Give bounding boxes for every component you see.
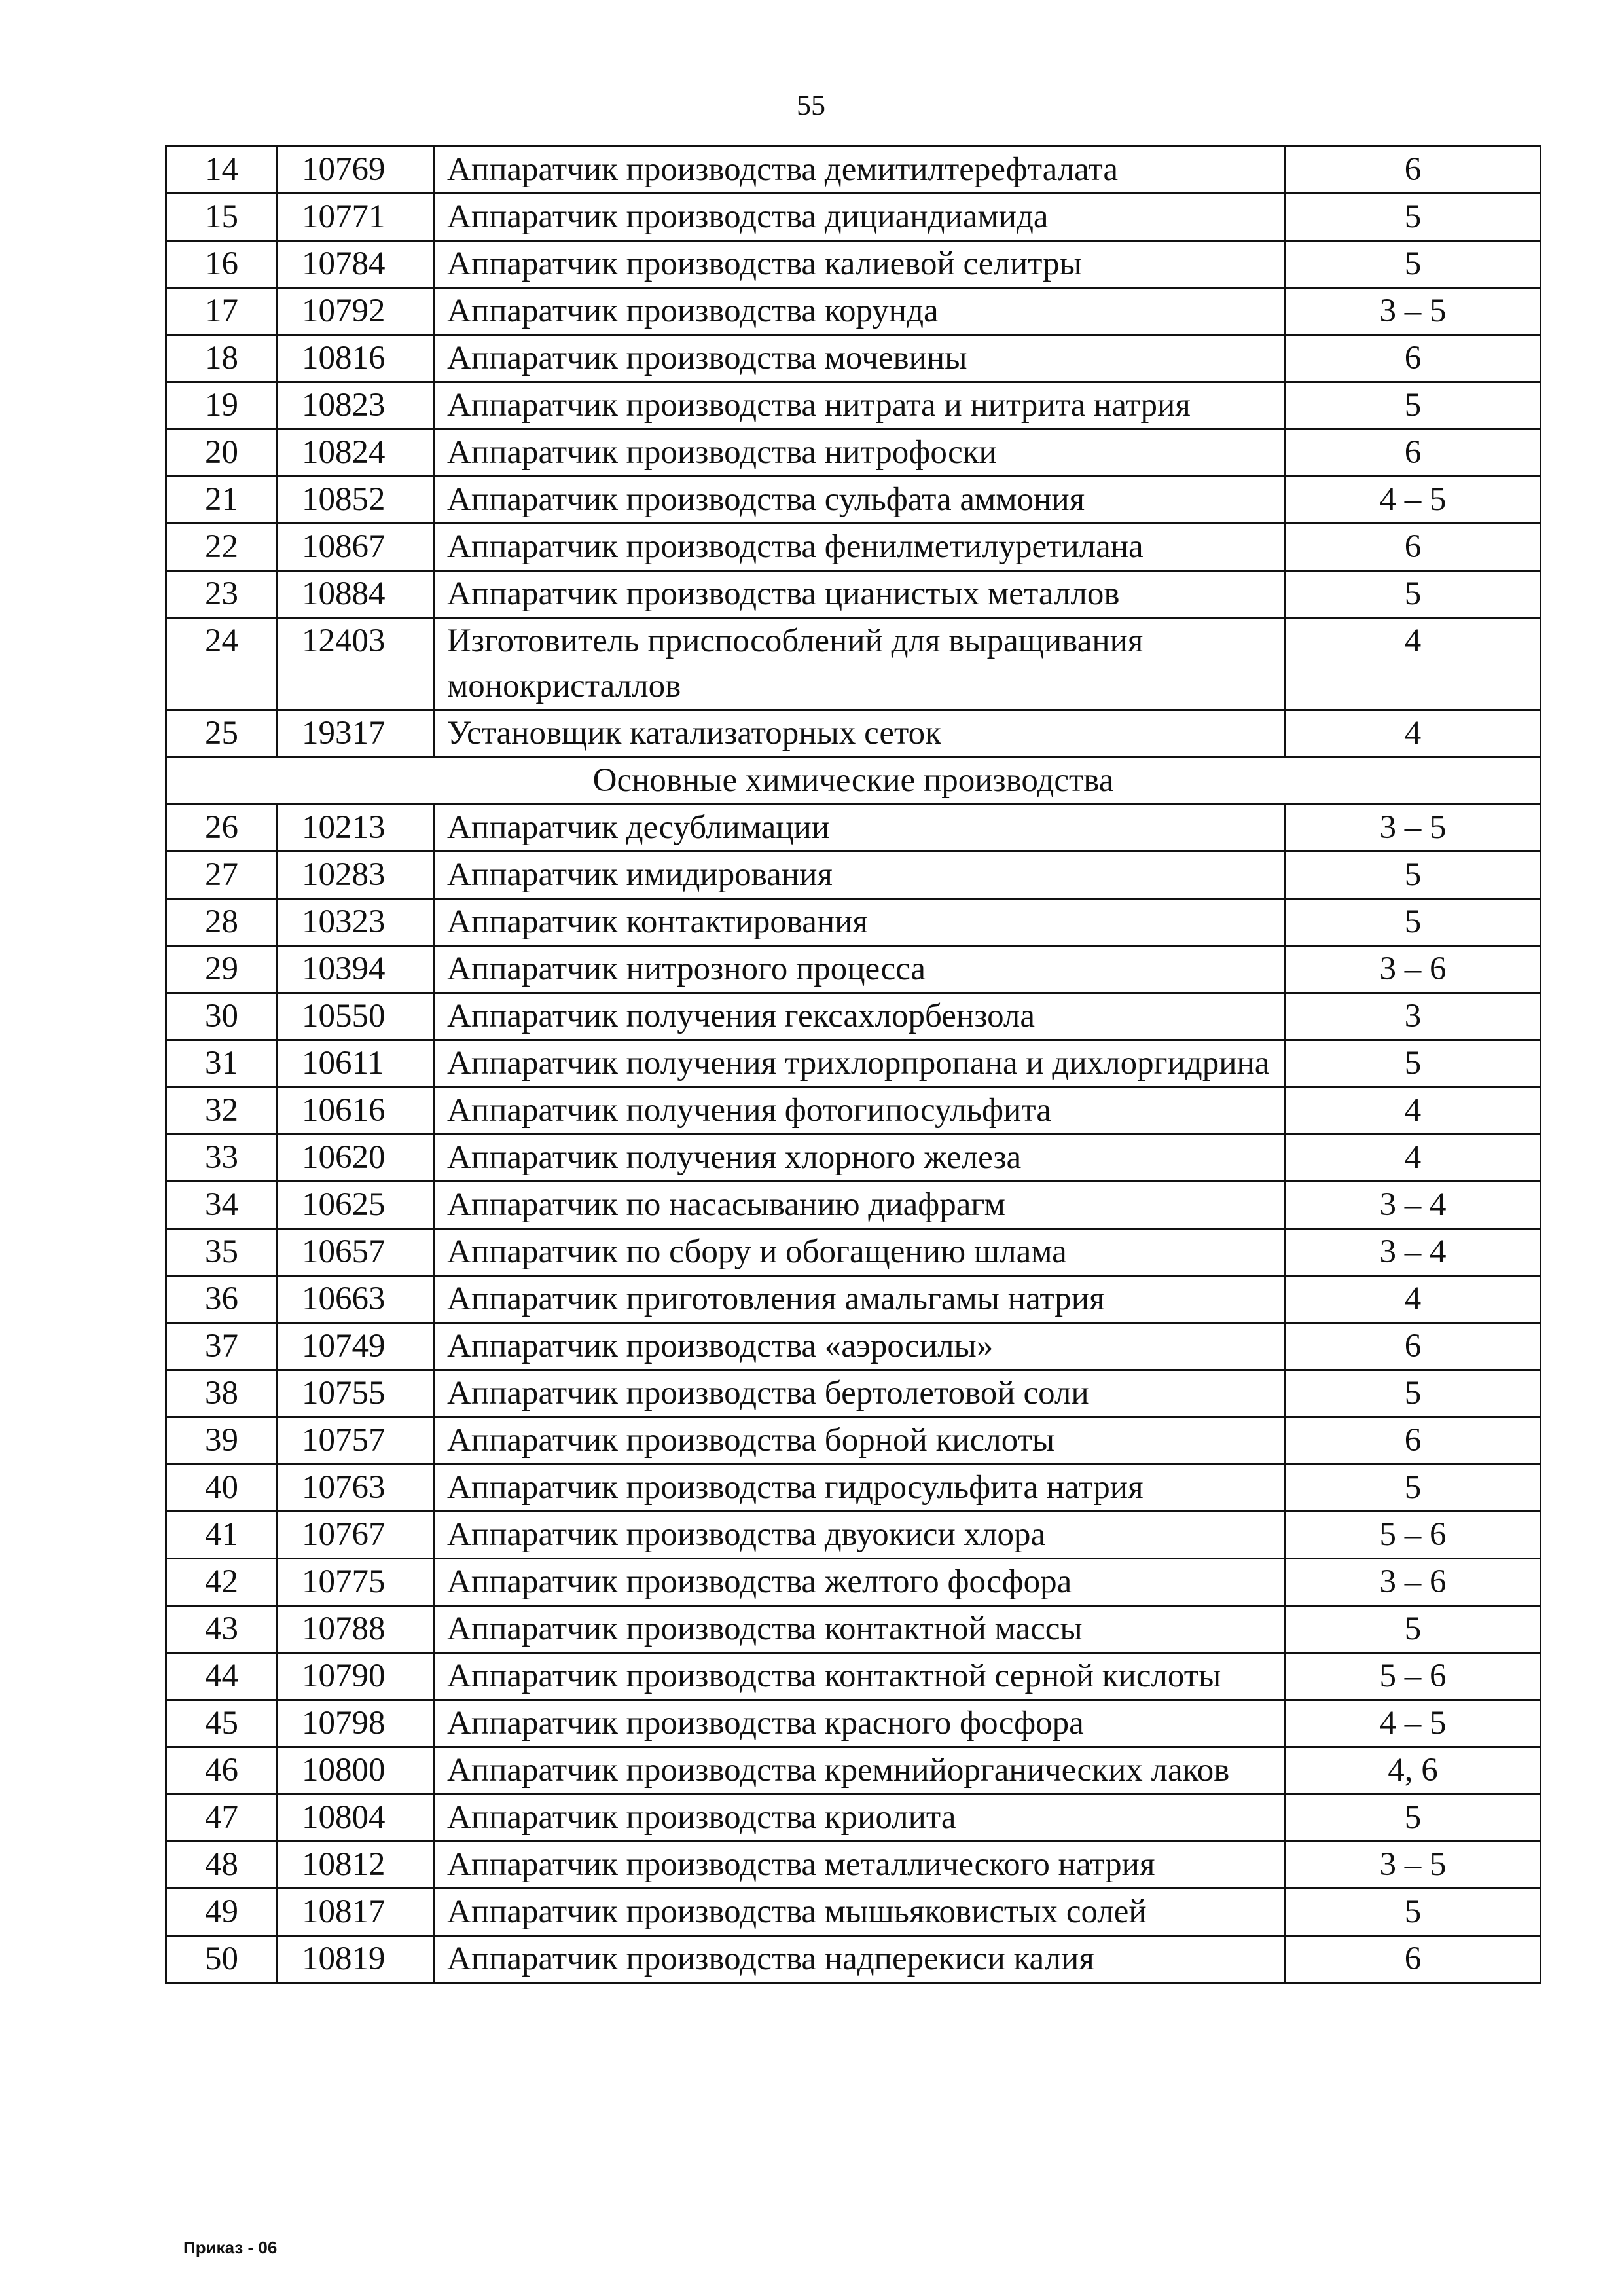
row-code: 10663 — [278, 1276, 435, 1323]
profession-table — [165, 145, 1541, 1984]
row-number: 44 — [166, 1653, 278, 1700]
row-number: 21 — [166, 477, 278, 524]
table-section-main-chemical — [166, 805, 1541, 1983]
row-title: Аппаратчик по сбору и обогащению шлама — [435, 1229, 1286, 1276]
row-title: Аппаратчик производства демитилтерефталата — [435, 147, 1286, 194]
row-grade: 5 – 6 — [1286, 1512, 1541, 1559]
row-title: Аппаратчик производства дициандиамида — [435, 194, 1286, 241]
row-title: Аппаратчик производства мочевины — [435, 335, 1286, 382]
table-row — [166, 1653, 1541, 1700]
table-row — [166, 852, 1541, 899]
row-code: 10657 — [278, 1229, 435, 1276]
row-number: 47 — [166, 1795, 278, 1842]
row-grade: 6 — [1286, 147, 1541, 194]
row-code: 10323 — [278, 899, 435, 946]
table-row — [166, 1465, 1541, 1512]
row-grade: 4 – 5 — [1286, 1700, 1541, 1747]
row-title: Аппаратчик производства металлического натрия — [435, 1842, 1286, 1889]
row-number: 24 — [166, 618, 278, 710]
row-title: Аппаратчик производства контактной серной кислоты — [435, 1653, 1286, 1700]
row-number: 16 — [166, 241, 278, 288]
row-title: Аппаратчик получения хлорного железа — [435, 1135, 1286, 1182]
row-code: 10852 — [278, 477, 435, 524]
row-code: 10824 — [278, 429, 435, 477]
table-row — [166, 335, 1541, 382]
row-code: 10817 — [278, 1889, 435, 1936]
row-grade: 4 — [1286, 710, 1541, 757]
row-grade: 5 — [1286, 382, 1541, 429]
table-row — [166, 1323, 1541, 1370]
row-number: 14 — [166, 147, 278, 194]
table-row — [166, 288, 1541, 335]
row-code: 10804 — [278, 1795, 435, 1842]
row-number: 32 — [166, 1087, 278, 1135]
table-section-general — [166, 147, 1541, 757]
row-title: Аппаратчик по насасыванию диафрагм — [435, 1182, 1286, 1229]
row-code: 10867 — [278, 524, 435, 571]
row-number: 34 — [166, 1182, 278, 1229]
row-grade: 6 — [1286, 429, 1541, 477]
section-header-row — [166, 757, 1541, 805]
row-grade: 3 – 5 — [1286, 288, 1541, 335]
row-number: 46 — [166, 1747, 278, 1795]
row-code: 10550 — [278, 993, 435, 1040]
table-row — [166, 1276, 1541, 1323]
row-title: Аппаратчик производства сульфата аммония — [435, 477, 1286, 524]
table-row — [166, 1135, 1541, 1182]
row-grade: 3 – 5 — [1286, 1842, 1541, 1889]
row-title: Аппаратчик производства цианистых металлов — [435, 571, 1286, 618]
table-row — [166, 1700, 1541, 1747]
row-code: 10625 — [278, 1182, 435, 1229]
table-row — [166, 1512, 1541, 1559]
row-code: 10771 — [278, 194, 435, 241]
row-title: Аппаратчик производства борной кислоты — [435, 1417, 1286, 1465]
row-grade: 4 — [1286, 1276, 1541, 1323]
row-title: Аппаратчик контактирования — [435, 899, 1286, 946]
row-code: 10749 — [278, 1323, 435, 1370]
row-number: 19 — [166, 382, 278, 429]
table-row — [166, 1417, 1541, 1465]
row-grade: 4, 6 — [1286, 1747, 1541, 1795]
row-code: 10775 — [278, 1559, 435, 1606]
row-number: 36 — [166, 1276, 278, 1323]
row-grade: 5 — [1286, 1606, 1541, 1653]
row-grade: 4 — [1286, 618, 1541, 710]
row-number: 27 — [166, 852, 278, 899]
row-code: 10812 — [278, 1842, 435, 1889]
row-grade: 5 — [1286, 1040, 1541, 1087]
row-code: 10616 — [278, 1087, 435, 1135]
footer-label: Приказ - 06 — [183, 2238, 278, 2257]
row-code: 10800 — [278, 1747, 435, 1795]
row-number: 17 — [166, 288, 278, 335]
row-title: Аппаратчик производства корунда — [435, 288, 1286, 335]
table-row — [166, 710, 1541, 757]
row-title: Аппаратчик производства желтого фосфора — [435, 1559, 1286, 1606]
table-section-header — [166, 757, 1541, 805]
row-title: Аппаратчик производства красного фосфора — [435, 1700, 1286, 1747]
row-code: 10757 — [278, 1417, 435, 1465]
page-number: 55 — [797, 89, 825, 121]
table-row — [166, 1087, 1541, 1135]
row-code: 10792 — [278, 288, 435, 335]
row-code: 10213 — [278, 805, 435, 852]
row-grade: 4 — [1286, 1135, 1541, 1182]
table-row — [166, 946, 1541, 993]
row-title: Аппаратчик получения фотогипосульфита — [435, 1087, 1286, 1135]
row-number: 43 — [166, 1606, 278, 1653]
row-code: 10769 — [278, 147, 435, 194]
row-code: 10798 — [278, 1700, 435, 1747]
table-row — [166, 241, 1541, 288]
table-row — [166, 571, 1541, 618]
table-row — [166, 194, 1541, 241]
row-grade: 5 — [1286, 1889, 1541, 1936]
row-number: 18 — [166, 335, 278, 382]
row-code: 10823 — [278, 382, 435, 429]
row-grade: 5 — [1286, 852, 1541, 899]
row-grade: 5 — [1286, 241, 1541, 288]
table-row — [166, 1747, 1541, 1795]
table-row — [166, 1795, 1541, 1842]
row-number: 48 — [166, 1842, 278, 1889]
row-number: 25 — [166, 710, 278, 757]
table-row — [166, 1842, 1541, 1889]
row-grade: 3 – 4 — [1286, 1182, 1541, 1229]
row-title: Аппаратчик производства гидросульфита натрия — [435, 1465, 1286, 1512]
row-title: Аппаратчик производства надперекиси калия — [435, 1936, 1286, 1983]
table-row — [166, 429, 1541, 477]
row-title: Аппаратчик производства двуокиси хлора — [435, 1512, 1286, 1559]
row-code: 10816 — [278, 335, 435, 382]
table-row — [166, 1936, 1541, 1983]
row-number: 30 — [166, 993, 278, 1040]
table-row — [166, 899, 1541, 946]
row-title: Изготовитель приспособлений для выращивания монокристаллов — [435, 618, 1286, 710]
table-row — [166, 382, 1541, 429]
row-number: 29 — [166, 946, 278, 993]
table-row — [166, 524, 1541, 571]
row-code: 10620 — [278, 1135, 435, 1182]
row-code: 10884 — [278, 571, 435, 618]
row-code: 19317 — [278, 710, 435, 757]
row-code: 10763 — [278, 1465, 435, 1512]
row-number: 41 — [166, 1512, 278, 1559]
row-number: 39 — [166, 1417, 278, 1465]
row-title: Аппаратчик получения гексахлорбензола — [435, 993, 1286, 1040]
row-title: Аппаратчик нитрозного процесса — [435, 946, 1286, 993]
table-row — [166, 1182, 1541, 1229]
row-grade: 4 – 5 — [1286, 477, 1541, 524]
row-number: 28 — [166, 899, 278, 946]
row-number: 26 — [166, 805, 278, 852]
row-grade: 6 — [1286, 1936, 1541, 1983]
table-row — [166, 1889, 1541, 1936]
row-grade: 5 – 6 — [1286, 1653, 1541, 1700]
row-title: Аппаратчик приготовления амальгамы натрия — [435, 1276, 1286, 1323]
row-grade: 6 — [1286, 335, 1541, 382]
row-code: 10819 — [278, 1936, 435, 1983]
row-title: Аппаратчик производства «аэросилы» — [435, 1323, 1286, 1370]
table-row — [166, 1606, 1541, 1653]
row-grade: 3 – 4 — [1286, 1229, 1541, 1276]
row-number: 33 — [166, 1135, 278, 1182]
row-grade: 3 — [1286, 993, 1541, 1040]
row-grade: 5 — [1286, 1370, 1541, 1417]
row-number: 40 — [166, 1465, 278, 1512]
row-number: 37 — [166, 1323, 278, 1370]
row-title: Аппаратчик получения трихлорпропана и дихлоргидрина — [435, 1040, 1286, 1087]
row-code: 10784 — [278, 241, 435, 288]
row-number: 20 — [166, 429, 278, 477]
row-title: Аппаратчик производства кремнийорганических лаков — [435, 1747, 1286, 1795]
row-grade: 5 — [1286, 899, 1541, 946]
table-row — [166, 477, 1541, 524]
row-grade: 5 — [1286, 1465, 1541, 1512]
row-grade: 3 – 5 — [1286, 805, 1541, 852]
row-grade: 6 — [1286, 1323, 1541, 1370]
row-grade: 5 — [1286, 571, 1541, 618]
row-code: 10755 — [278, 1370, 435, 1417]
row-title: Аппаратчик производства криолита — [435, 1795, 1286, 1842]
row-number: 15 — [166, 194, 278, 241]
row-number: 35 — [166, 1229, 278, 1276]
row-code: 10767 — [278, 1512, 435, 1559]
row-number: 42 — [166, 1559, 278, 1606]
table-row — [166, 993, 1541, 1040]
row-grade: 6 — [1286, 524, 1541, 571]
row-number: 22 — [166, 524, 278, 571]
row-grade: 4 — [1286, 1087, 1541, 1135]
row-code: 10394 — [278, 946, 435, 993]
row-number: 49 — [166, 1889, 278, 1936]
row-title: Аппаратчик производства бертолетовой соли — [435, 1370, 1286, 1417]
row-title: Аппаратчик производства мышьяковистых солей — [435, 1889, 1286, 1936]
row-code: 12403 — [278, 618, 435, 710]
table-row — [166, 1040, 1541, 1087]
row-number: 38 — [166, 1370, 278, 1417]
row-title: Аппаратчик производства контактной массы — [435, 1606, 1286, 1653]
row-grade: 5 — [1286, 1795, 1541, 1842]
table-row — [166, 1370, 1541, 1417]
row-number: 50 — [166, 1936, 278, 1983]
table-row — [166, 805, 1541, 852]
row-grade: 6 — [1286, 1417, 1541, 1465]
row-title: Аппаратчик производства калиевой селитры — [435, 241, 1286, 288]
table-row — [166, 1229, 1541, 1276]
row-grade: 3 – 6 — [1286, 1559, 1541, 1606]
table-row — [166, 618, 1541, 710]
row-title: Аппаратчик производства нитрата и нитрита натрия — [435, 382, 1286, 429]
row-grade: 5 — [1286, 194, 1541, 241]
table-row — [166, 1559, 1541, 1606]
section-title: Основные химические производства — [166, 757, 1541, 805]
row-number: 23 — [166, 571, 278, 618]
row-title: Аппаратчик производства фенилметилуретилана — [435, 524, 1286, 571]
table-row — [166, 147, 1541, 194]
row-number: 45 — [166, 1700, 278, 1747]
row-code: 10790 — [278, 1653, 435, 1700]
row-code: 10611 — [278, 1040, 435, 1087]
row-code: 10788 — [278, 1606, 435, 1653]
row-number: 31 — [166, 1040, 278, 1087]
row-title: Аппаратчик производства нитрофоски — [435, 429, 1286, 477]
row-title: Аппаратчик имидирования — [435, 852, 1286, 899]
row-grade: 3 – 6 — [1286, 946, 1541, 993]
row-title: Установщик катализаторных сеток — [435, 710, 1286, 757]
row-code: 10283 — [278, 852, 435, 899]
row-title: Аппаратчик десублимации — [435, 805, 1286, 852]
